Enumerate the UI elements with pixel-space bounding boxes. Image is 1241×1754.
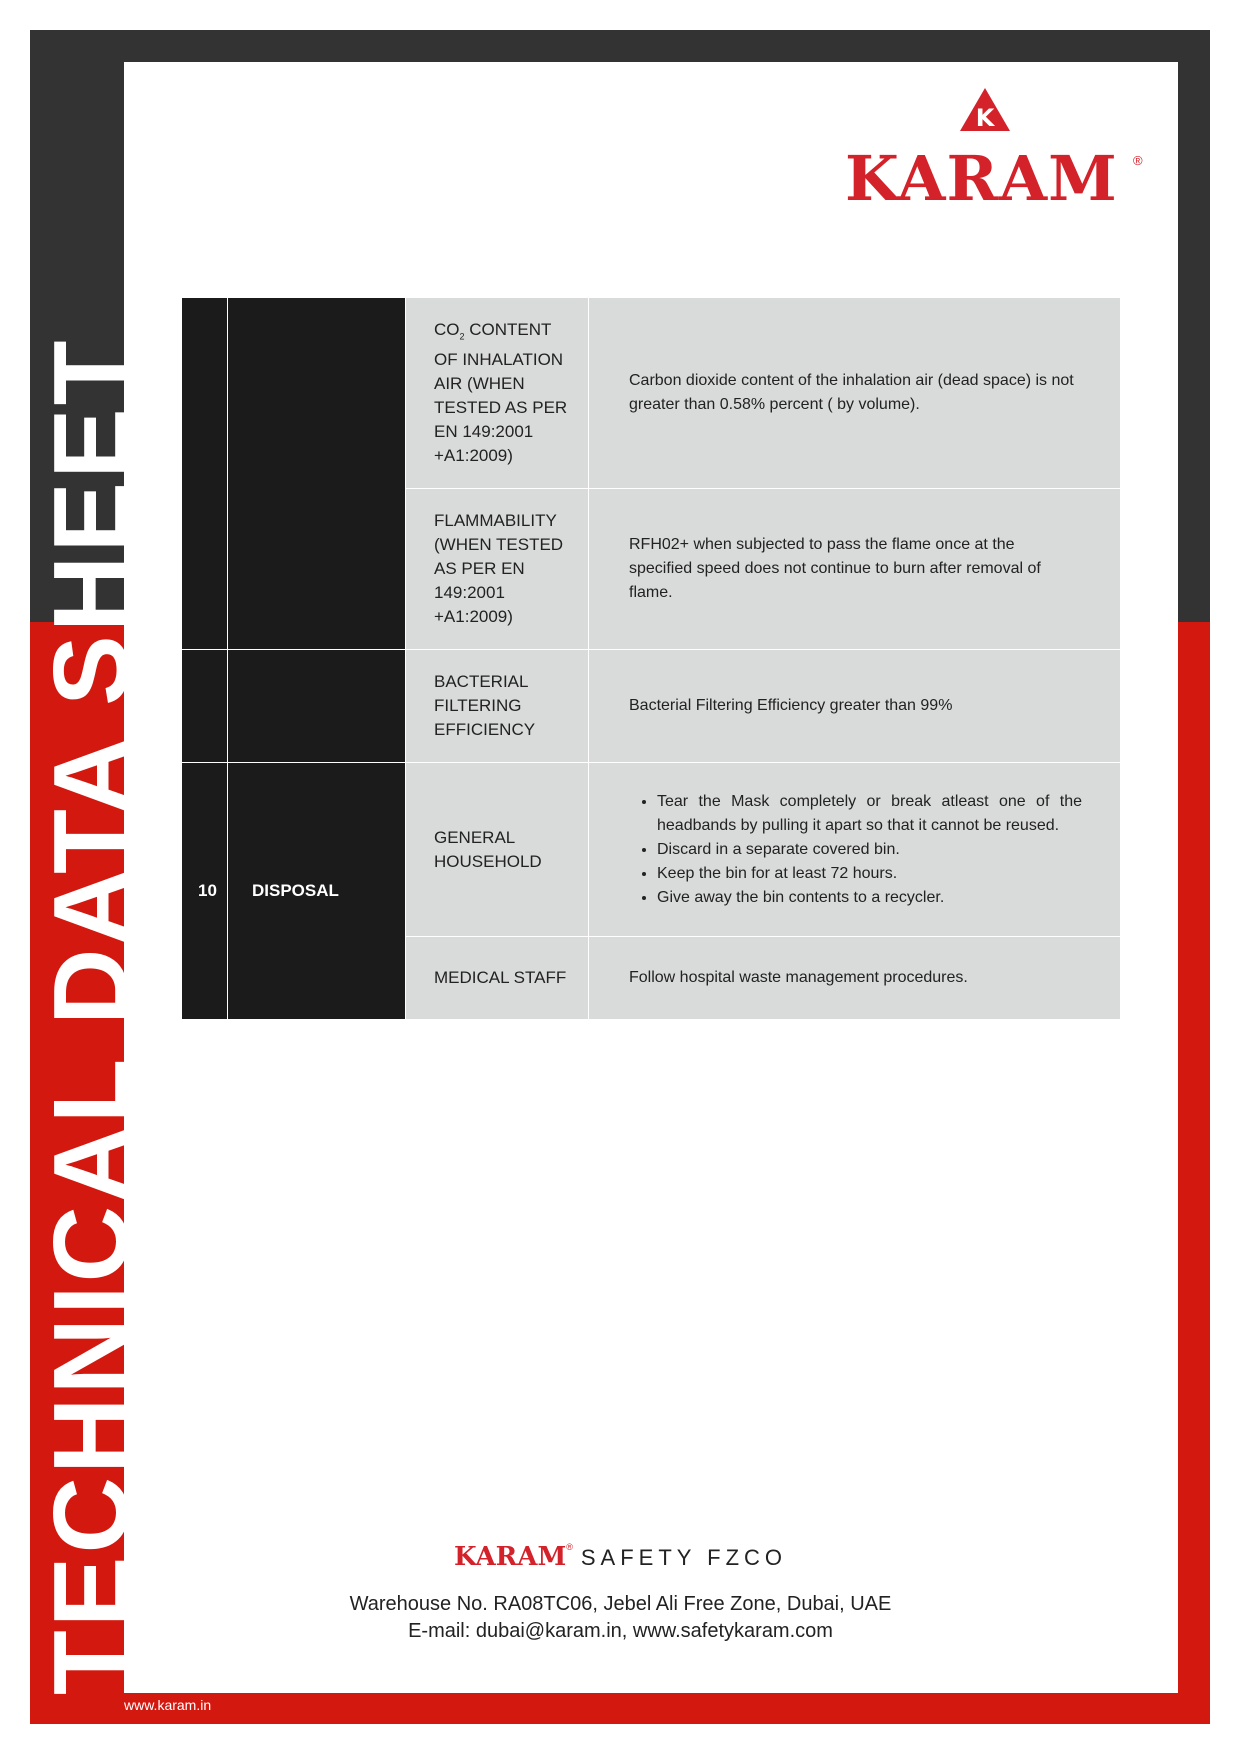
list-item: • Give away the bin contents to a recycler. bbox=[657, 886, 1082, 910]
registered-mark: ® bbox=[1133, 153, 1143, 168]
row-number-cell bbox=[182, 298, 228, 650]
website-link[interactable]: www.karam.in bbox=[124, 1697, 212, 1713]
parameter-value: RFH02+ when subjected to pass the flame once at the specified speed does not continue to burn after removal of flame. bbox=[589, 489, 1121, 650]
parameter-value: Follow hospital waste management procedures. bbox=[589, 937, 1121, 1020]
footer-brand: KARAM bbox=[453, 1542, 567, 1572]
table-row bbox=[182, 650, 1121, 763]
row-number: 10 bbox=[182, 763, 228, 1020]
list-item: • Keep the bin for at least 72 hours. bbox=[657, 862, 1082, 886]
parameter-label: MEDICAL STAFF bbox=[406, 937, 589, 1020]
table-row bbox=[182, 298, 1121, 489]
parameter-label bbox=[406, 298, 589, 489]
footer-registered-mark: ® bbox=[566, 1542, 573, 1552]
row-name-cell bbox=[228, 298, 406, 650]
parameter-value: Carbon dioxide content of the inhalation air (dead space) is not greater than 0.58% percent ( by volume). bbox=[589, 298, 1121, 489]
parameter-value: Bacterial Filtering Efficiency greater than 99% bbox=[589, 650, 1121, 763]
footer-company-suffix: SAFETY FZCO bbox=[580, 1545, 788, 1570]
table-row bbox=[182, 763, 1121, 937]
brand-name: KARAM bbox=[845, 142, 1118, 215]
row-number-cell bbox=[182, 650, 228, 763]
spec-table bbox=[181, 297, 1121, 1020]
footer-contact[interactable]: E-mail: dubai@karam.in, www.safetykaram.com bbox=[408, 1620, 833, 1642]
parameter-value bbox=[589, 763, 1121, 937]
parameter-label: FLAMMABILITY (WHEN TESTED AS PER EN 149:2001 +A1:2009) bbox=[406, 489, 589, 650]
list-item: • Discard in a separate covered bin. bbox=[657, 838, 1082, 862]
row-name-cell bbox=[228, 650, 406, 763]
co2-subscript: 2 bbox=[459, 331, 465, 342]
row-name: DISPOSAL bbox=[228, 763, 406, 1020]
side-title: TECHNICAL DATA SHEET bbox=[32, 337, 150, 1695]
disposal-bullets bbox=[629, 790, 1082, 910]
parameter-label: BACTERIAL FILTERING EFFICIENCY bbox=[406, 650, 589, 763]
list-item: • Tear the Mask completely or break atleast one of the headbands by pulling it apart so that it cannot be reused. bbox=[657, 790, 1082, 838]
logo-letter: K bbox=[975, 104, 995, 132]
co2-prefix: CO bbox=[434, 320, 460, 339]
co2-label-rest: CONTENT OF INHALATION AIR (WHEN TESTED AS PER EN 149:2001 +A1:2009) bbox=[434, 320, 568, 466]
parameter-label: GENERAL HOUSEHOLD bbox=[406, 763, 589, 937]
footer-logo bbox=[0, 1542, 1241, 1572]
footer-address: Warehouse No. RA08TC06, Jebel Ali Free Zone, Dubai, UAE bbox=[349, 1593, 892, 1615]
